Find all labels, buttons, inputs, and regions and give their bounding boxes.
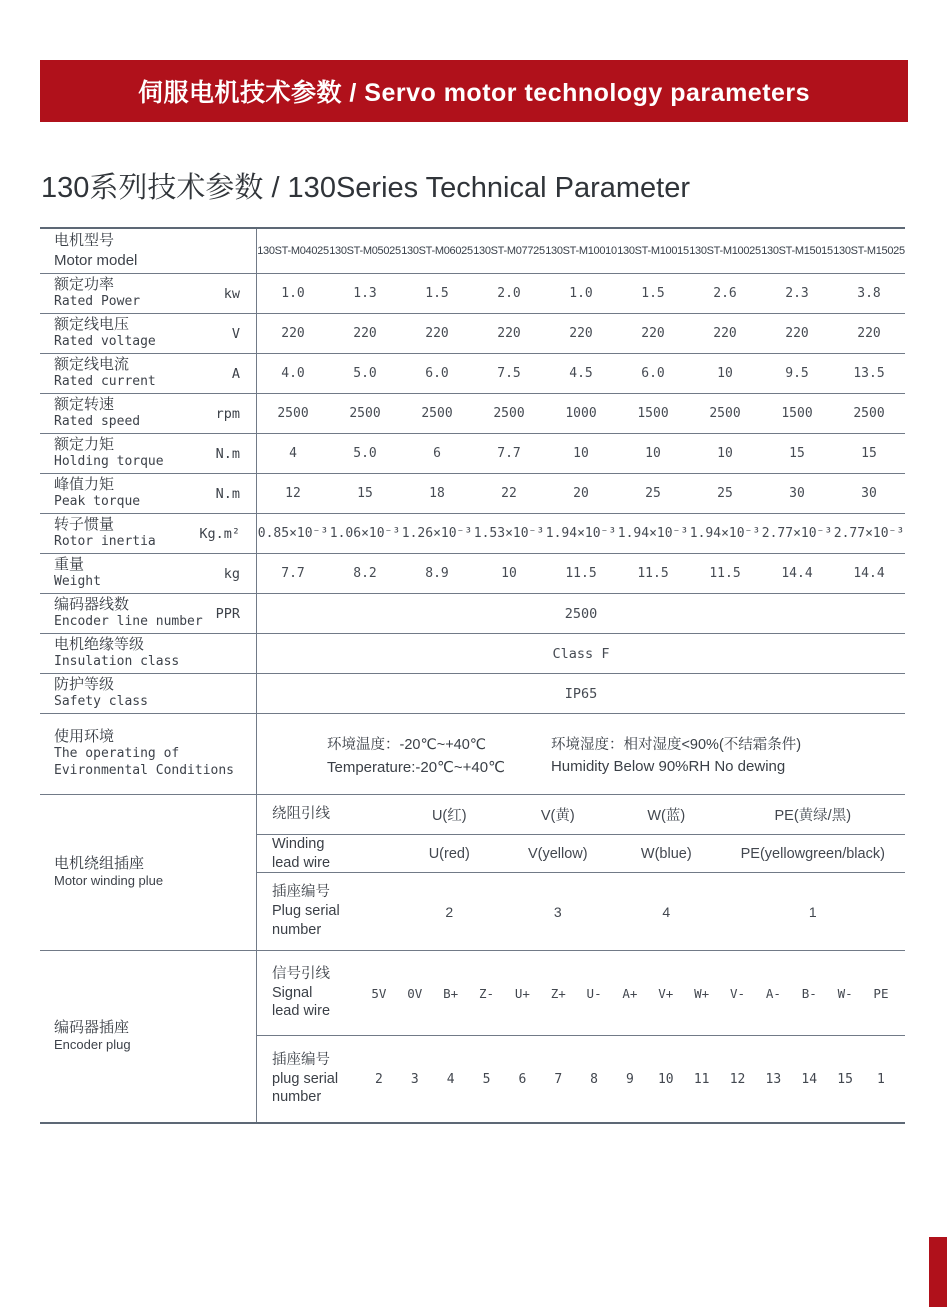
row-unit: PPR [215,605,240,622]
row-label-zh: 重量 [54,555,85,573]
header-label-cell [40,229,257,273]
row-label [40,474,257,513]
value-cell: 1.06×10⁻³ [329,526,401,541]
row-label-en: Rated current [54,374,156,390]
row-label-en: Encoder line number [54,614,203,630]
value-cell: 220 [857,326,881,341]
row-label-en: Insulation class [54,654,180,670]
row-label [40,314,257,353]
plug-number-cell: 3 [553,903,562,920]
value-cell: 9.5 [785,366,809,381]
value-cell: 2.3 [785,286,809,301]
table-row-weight [40,554,905,594]
row-values [257,354,905,393]
row-label [40,554,257,593]
plug-number-cell: 6 [518,1071,527,1087]
sub-label-zh: 信号引线 [272,965,330,982]
table-row-encoder-line-number [40,594,905,634]
encoder-plug-serial-label [257,1051,361,1108]
value-cell: 2.77×10⁻³ [833,526,905,541]
table-row-holding-torque [40,434,905,474]
row-label-en-2: Evironmental Conditions [54,763,235,779]
encoder-signal-values [361,986,905,1001]
row-label-en: Weight [54,574,101,590]
row-values [257,554,905,593]
encoder-plug-serial-values [361,1072,905,1087]
temperature-block [327,733,505,776]
row-unit: rpm [215,405,240,422]
row-values [257,474,905,513]
signal-cell: B- [801,985,817,1001]
value-cell: 1.0 [281,286,305,301]
value-cell: 11.5 [709,566,741,581]
row-label [40,514,257,553]
value-cell: 1.0 [569,286,593,301]
row-values [257,514,905,553]
plug-number-cell: 1 [877,1071,885,1087]
signal-cell: V+ [658,985,674,1001]
value-cell: 1.53×10⁻³ [473,526,545,541]
value-cell: 220 [785,326,809,341]
value-cell: 11.5 [637,566,669,581]
value-cell: 5.0 [353,366,377,381]
value-cell: 2.77×10⁻³ [761,526,833,541]
winding-lead-en-label [257,835,395,873]
winding-plug-serial-row [257,873,905,950]
row-unit: kw [223,285,240,302]
winding-lead-zh-row [257,795,905,835]
row-label-zh: 转子惯量 [54,515,115,533]
value-cell: 10 [717,366,733,381]
plug-number-cell: 15 [837,1071,853,1087]
value-cell: 15 [861,446,877,461]
value-cell: 15 [357,486,373,501]
header-label-en: Motor model [54,251,138,269]
value-cell: 4 [289,446,297,461]
model-header-cell: 130ST-M15025 [833,245,905,257]
plug-number-cell: 8 [590,1071,598,1087]
model-header-cell: 130ST-M05025 [329,245,401,257]
plug-number-cell: 3 [410,1071,419,1087]
value-cell: 220 [353,326,377,341]
winding-cell: V(yellow) [527,845,588,862]
row-label [40,674,257,713]
table-row-safety-class [40,674,905,714]
value-cell: 15 [789,446,805,461]
signal-cell: PE [873,985,889,1001]
value-cell: 220 [497,326,521,341]
plug-number-cell: 1 [808,903,817,920]
table-row-peak-torque [40,474,905,514]
plug-number-cell: 4 [446,1071,455,1087]
value-cell: 6 [433,446,441,461]
sub-label-en-2: lead wire [272,854,331,871]
value-cell: 14.4 [781,566,813,581]
value-cell: 7.5 [497,366,521,381]
value-cell: 30 [789,486,805,501]
signal-cell: A- [765,985,781,1001]
humidity-zh: 环境湿度：相对湿度<90%(不结霜条件) [550,737,802,753]
value-cell: 220 [713,326,737,341]
winding-lead-en-row [257,835,905,873]
plug-number-cell: 9 [626,1071,634,1087]
row-label-zh: 峰值力矩 [54,475,115,493]
table-row-environment [40,714,905,795]
value-cell: 22 [501,486,517,501]
table-header-row [40,229,905,274]
value-cell: 2500 [421,406,453,421]
signal-cell: 5V [371,985,387,1001]
row-unit: Kg.m² [199,525,240,542]
section-label [40,795,257,950]
section-label [40,951,257,1122]
value-cell: 2500 [709,406,741,421]
signal-cell: 0V [407,985,423,1001]
value-cell: 12 [285,486,301,501]
section-motor-winding-plug [40,795,905,951]
row-label [40,394,257,433]
temperature-zh: 环境温度：-20℃~+40℃ [327,736,487,753]
value-cell: 1.26×10⁻³ [401,526,473,541]
row-values [257,434,905,473]
page-title: 130系列技术参数 / 130Series Technical Parameter [41,172,691,204]
signal-cell: B+ [443,985,459,1001]
span-value: IP65 [564,685,598,702]
row-label-zh: 额定功率 [54,275,115,293]
signal-cell: A+ [622,985,638,1001]
sub-label-en-2: number [272,1089,322,1106]
row-label-en: Rated voltage [54,334,156,350]
sub-label-en-1: Plug serial [272,903,340,920]
row-label-en: Rated speed [54,414,141,430]
encoder-plug-serial-row [257,1036,905,1122]
model-header-cell: 130ST-M10025 [689,245,761,257]
value-cell: 1.94×10⁻³ [689,526,761,541]
value-cell: 6.0 [425,366,449,381]
winding-lead-zh-label [257,805,395,824]
humidity-block [551,733,801,775]
sub-label-en-1: plug serial [272,1070,339,1087]
row-unit: V [231,325,240,342]
value-cell: 7.7 [281,566,305,581]
value-cell: 1.94×10⁻³ [617,526,689,541]
plug-number-cell: 2 [375,1071,383,1087]
signal-cell: Z- [478,985,495,1001]
model-header-cell: 130ST-M15015 [761,245,833,257]
section-label-zh: 电机绕组插座 [54,854,145,872]
value-cell: 10 [573,446,589,461]
row-label-en: Peak torque [54,494,141,510]
humidity-en: Humidity Below 90%RH No dewing [550,758,786,775]
sub-label-zh: 插座编号 [272,1051,330,1068]
value-cell: 220 [425,326,449,341]
value-cell: 2.6 [713,286,737,301]
winding-plug-serial-label [257,883,395,940]
row-label-zh: 额定力矩 [54,435,115,453]
span-value: Class F [552,645,610,662]
value-cell: 2500 [493,406,525,421]
value-cell: 3.8 [857,286,881,301]
value-cell: 30 [861,486,877,501]
value-cell: 2.0 [497,286,521,301]
winding-cell: U(red) [428,845,470,862]
row-label-zh: 电机绝缘等级 [54,635,145,653]
plug-number-cell: 4 [662,903,671,920]
row-unit: N.m [215,485,240,502]
winding-plug-serial-values [395,904,905,920]
row-label-zh: 额定线电压 [54,315,130,333]
signal-cell: U+ [514,985,530,1001]
value-cell: 25 [645,486,661,501]
value-cell: 2500 [277,406,309,421]
value-cell: 220 [281,326,305,341]
section-label-zh: 编码器插座 [54,1018,130,1036]
plug-number-cell: 7 [554,1071,563,1087]
plug-number-cell: 5 [482,1071,491,1087]
value-cell: 11.5 [565,566,597,581]
value-cell: 25 [717,486,733,501]
row-label-en: Rated Power [54,294,141,310]
value-cell: 8.9 [425,566,449,581]
span-value: 2500 [564,605,598,622]
banner-title: 伺服电机技术参数 / Servo motor technology parameters [137,79,811,107]
value-cell: 18 [429,486,445,501]
winding-cell: W(蓝) [647,808,686,824]
value-cell: 0.85×10⁻³ [257,526,329,541]
row-unit: N.m [215,445,240,462]
page-corner-accent [929,1237,947,1307]
value-cell: 2500 [349,406,381,421]
encoder-signal-row [257,951,905,1036]
value-cell: 10 [501,566,517,581]
sub-label-en-1: Signal [272,984,313,1001]
value-cell: 1000 [565,406,597,421]
model-header-cell: 130ST-M07725 [473,245,545,257]
value-cell: 14.4 [853,566,885,581]
value-cell: 1.5 [641,286,665,301]
value-cell: 4.5 [569,366,593,381]
model-header-cell: 130ST-M06025 [401,245,473,257]
plug-number-cell: 11 [693,1071,710,1087]
value-cell: 1500 [637,406,669,421]
winding-cell: PE(yellowgreen/black) [740,845,885,862]
value-cell: 10 [645,446,661,461]
plug-number-cell: 14 [801,1071,818,1087]
sub-label-en-1: Winding [272,835,325,852]
header-label-zh: 电机型号 [54,231,115,249]
value-cell: 20 [573,486,589,501]
plug-number-cell: 2 [445,903,454,920]
value-cell: 220 [641,326,665,341]
plug-number-cell: 13 [765,1071,782,1087]
winding-cell: W(blue) [640,845,692,862]
row-unit: kg [223,565,240,582]
table-row-rotor-inertia [40,514,905,554]
value-cell: 4.0 [281,366,305,381]
signal-cell: W+ [694,985,710,1001]
winding-cell: V(黄) [540,808,575,824]
model-header-cell: 130ST-M10010 [545,245,617,257]
row-label [40,354,257,393]
row-label-zh: 编码器线数 [54,595,130,613]
section-encoder-plug [40,951,905,1122]
value-cell: 8.2 [353,566,377,581]
table-row-rated-power [40,274,905,314]
row-label [40,434,257,473]
model-header-cell: 130ST-M04025 [257,245,329,257]
sub-label-en-2: lead wire [272,1003,331,1020]
model-header-cells [257,229,905,273]
winding-lead-en-values [395,846,905,862]
winding-lead-zh-values [395,804,905,825]
encoder-signal-label [257,965,361,1022]
value-cell: 220 [569,326,593,341]
banner [40,60,908,122]
table-row-rated-speed [40,394,905,434]
table-row-rated-current [40,354,905,394]
sub-label-en-2: number [272,921,322,938]
signal-cell: V- [729,985,746,1001]
value-cell: 6.0 [641,366,665,381]
signal-cell: U- [586,985,602,1001]
row-label-en: Rotor inertia [54,534,156,550]
sub-label-zh: 插座编号 [272,884,330,901]
row-label [40,594,257,633]
value-cell: 1.3 [353,286,377,301]
table-row-rated-voltage [40,314,905,354]
winding-cell: PE(黄绿/黑) [774,808,852,824]
value-cell: 2500 [853,406,885,421]
signal-cell: Z+ [550,985,566,1001]
model-header-cell: 130ST-M10015 [617,245,689,257]
value-cell: 5.0 [353,446,377,461]
value-cell: 1500 [781,406,813,421]
row-label-zh: 额定线电流 [54,355,130,373]
row-label-zh: 使用环境 [54,727,115,745]
environment-content [257,714,905,794]
value-cell: 1.5 [425,286,449,301]
row-label [40,634,257,673]
section-label-en: Motor winding plue [54,873,164,889]
table-row-insulation-class [40,634,905,674]
row-values [257,314,905,353]
row-label [40,714,257,794]
row-label-en-1: The operating of [54,746,180,762]
parameters-table [40,227,905,1124]
row-label-zh: 额定转速 [54,395,115,413]
temperature-en: Temperature:-20℃~+40℃ [327,758,505,776]
value-cell: 7.7 [497,446,521,461]
row-values [257,274,905,313]
plug-number-cell: 12 [729,1071,746,1087]
row-label-en: Holding torque [54,454,164,470]
row-label-zh: 防护等级 [54,675,115,693]
row-values [257,394,905,433]
value-cell: 10 [717,446,733,461]
value-cell: 13.5 [853,366,885,381]
plug-number-cell: 10 [657,1071,674,1087]
row-label [40,274,257,313]
row-unit: A [231,365,240,382]
sub-label-zh: 绕阻引线 [272,806,330,823]
signal-cell: W- [837,985,853,1001]
section-label-en: Encoder plug [54,1037,131,1053]
value-cell: 1.94×10⁻³ [545,526,617,541]
row-label-en: Safety class [54,694,148,710]
winding-cell: U(红) [431,808,467,824]
